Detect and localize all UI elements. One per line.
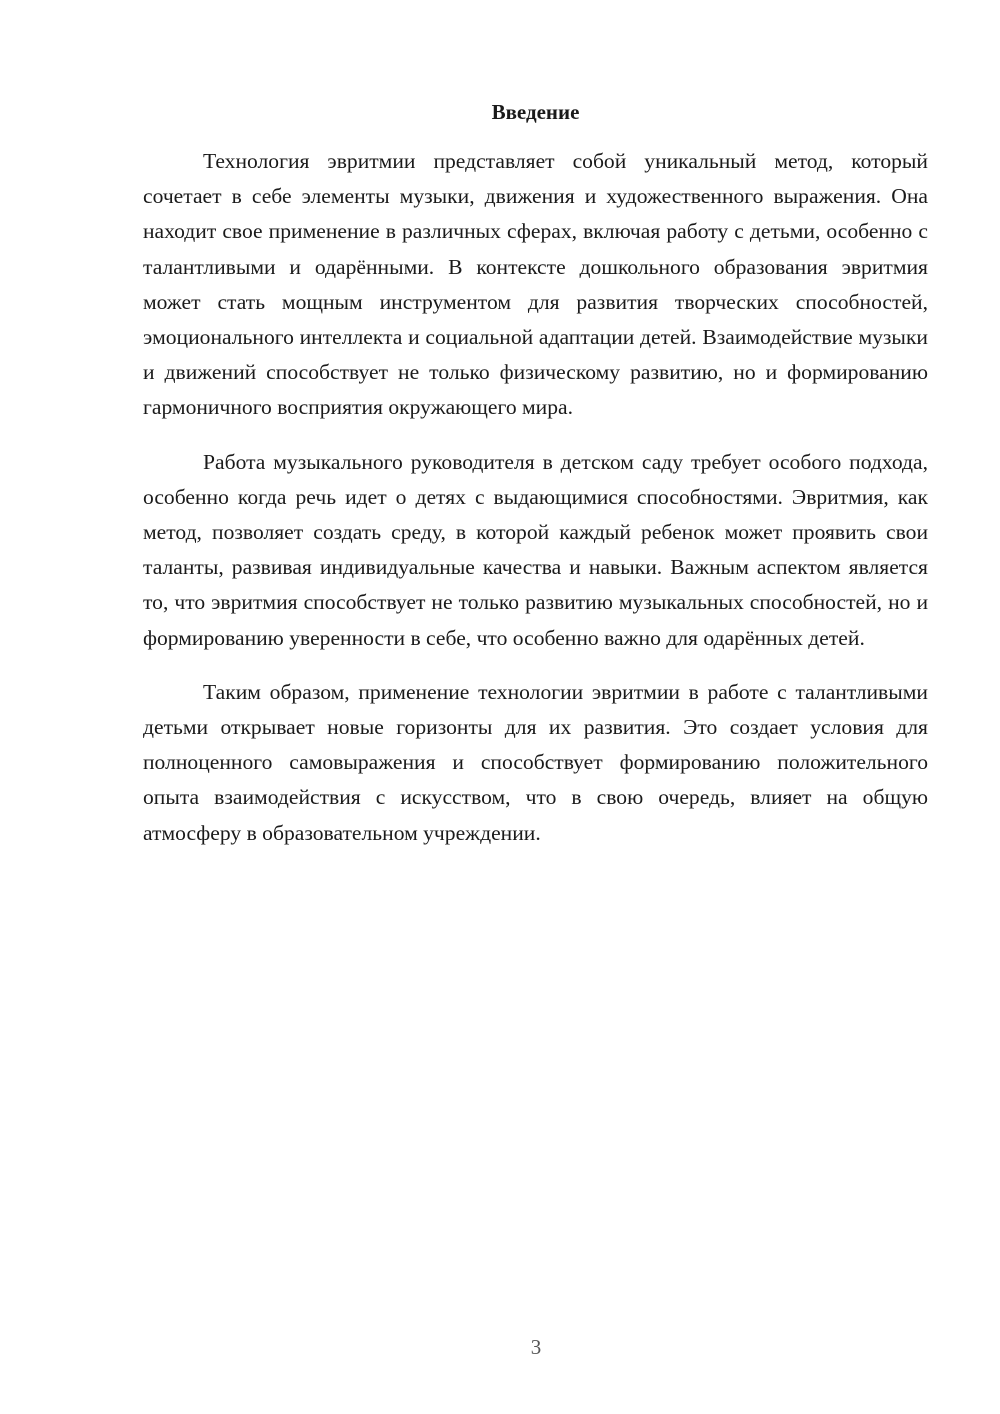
paragraph-2: Работа музыкального руководителя в детском саду требует особого подхода, особенно когда речь идет о детях с выдающимися способностями. Эвритмия, как метод, позволяет создать среду, в которой каждый ребенок может проявить свои таланты, развивая индивидуальные качества и навыки. Важным аспектом является то, что эвритмия способствует не только развитию музыкальных способностей, но и формированию уверенности в себе, что особенно важно для одарённых детей. — [143, 449, 928, 650]
body-text — [143, 144, 928, 870]
paragraph-1: Технология эвритмии представляет собой уникальный метод, который сочетает в себе элементы музыки, движения и художественного выражения. Она находит свое применение в различных сферах, включая работу с детьми, особенно с талантливыми и одарёнными. В контексте дошкольного образования эвритмия может стать мощным инструментом для развития творческих способностей, эмоционального интеллекта и социальной адаптации детей. Взаимодействие музыки и движений способствует не только физическому развитию, но и формированию гармоничного восприятия окружающего мира. — [143, 149, 928, 420]
section-title: Введение — [491, 100, 580, 124]
page-number: 3 — [530, 1335, 542, 1359]
paragraph-3: Таким образом, применение технологии эвритмии в работе с талантливыми детьми открывает новые горизонты для их развития. Это создает условия для полноценного самовыражения и способствует формированию положительного опыта взаимодействия с искусством, что в свою очередь, влияет на общую атмосферу в образовательном учреждении. — [143, 679, 928, 845]
